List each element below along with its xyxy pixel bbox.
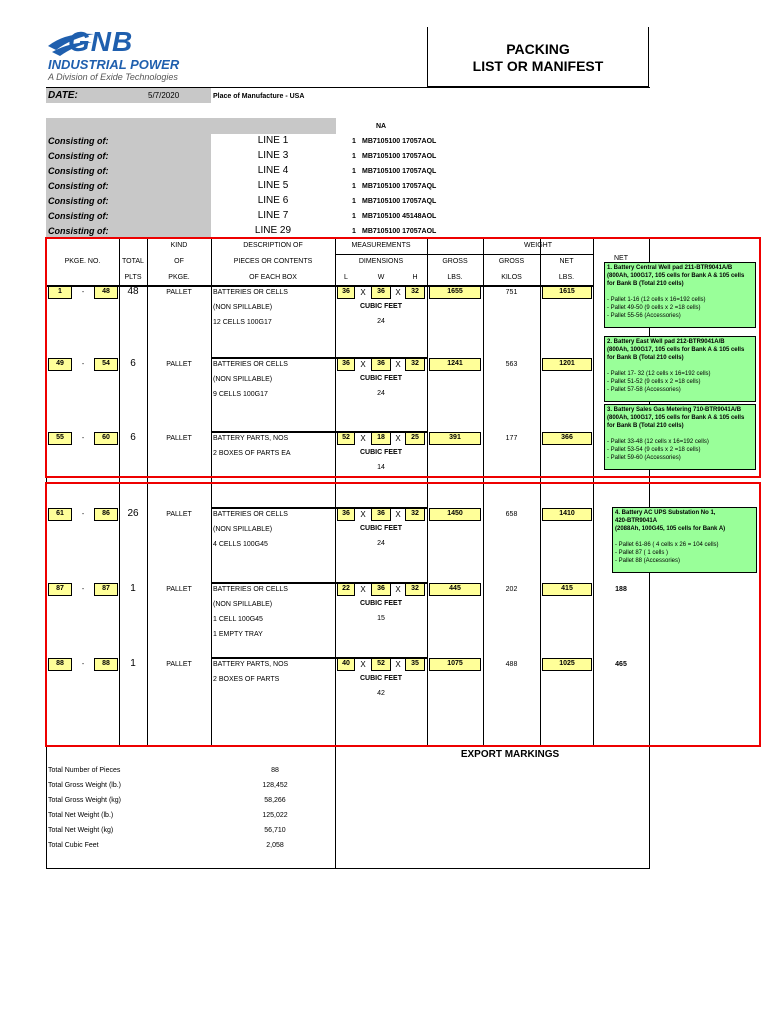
net-lbs: 1201: [542, 358, 592, 371]
dim-l: 36: [337, 286, 355, 299]
consisting-part: MB7105100 17057AQL: [362, 168, 437, 175]
note-header: 4. Battery AC UPS Substation No 1, 420-BTR9041A (2088Ah, 100G45, 105 cells for Bank A): [615, 510, 726, 532]
pkge-to: 48: [94, 286, 118, 299]
red-group-box-1: [45, 237, 761, 478]
dim-h: 32: [405, 286, 425, 299]
net-lbs: 1025: [542, 658, 592, 671]
pkge-from: 88: [48, 658, 72, 671]
dim-x: X: [360, 360, 366, 369]
consisting-qty: 1: [352, 168, 356, 175]
pkge-separator: -: [81, 289, 85, 296]
description-line: 2 BOXES OF PARTS: [213, 676, 280, 683]
dim-h: 32: [405, 508, 425, 521]
pkge-separator: -: [81, 586, 85, 593]
description-line: (NON SPILLABLE): [213, 304, 273, 311]
pkge-to: 60: [94, 432, 118, 445]
description-line: BATTERY PARTS, NOS: [213, 661, 289, 668]
kind-of-pkge: PALLET: [166, 586, 192, 593]
cubic-feet-label: CUBIC FEET: [360, 525, 402, 532]
hdr-l: L: [344, 274, 348, 281]
dim-l: 36: [337, 508, 355, 521]
dim-x: X: [395, 660, 401, 669]
hdr-dimensions: DIMENSIONS: [358, 258, 404, 265]
hdr-measurements: MEASUREMENTS: [351, 242, 411, 249]
consisting-label: Consisting of:: [48, 226, 109, 236]
consisting-part: MB7105100 17057AQL: [362, 198, 437, 205]
total-plts: 6: [130, 432, 136, 443]
dim-l: 40: [337, 658, 355, 671]
gross-lbs: 391: [429, 432, 481, 445]
hdr-kind-1: KIND: [170, 242, 188, 249]
consisting-line: LINE 3: [257, 150, 289, 161]
gnb-logo: [46, 26, 206, 84]
cubic-feet-label: CUBIC FEET: [360, 675, 402, 682]
net-lbs: 1410: [542, 508, 592, 521]
date-value: 5/7/2020: [148, 91, 180, 100]
note-header: 3. Battery Sales Gas Metering 710-BTR9041A/B (800Ah, 100G17, 105 cells for Bank A & 105 cells for Bank B (Total 210 cells): [607, 407, 745, 429]
description-line: BATTERIES OR CELLS: [213, 289, 288, 296]
dim-w: 18: [371, 432, 391, 445]
hdr-net-partial: NET: [614, 255, 628, 262]
place-of-manufacture: Place of Manufacture - USA: [213, 93, 305, 100]
red-group-box-2: [45, 482, 761, 747]
logo-subtitle: INDUSTRIAL POWER: [48, 57, 180, 72]
kind-of-pkge: PALLET: [166, 289, 192, 296]
gross-lbs: 1450: [429, 508, 481, 521]
pkge-from: 87: [48, 583, 72, 596]
export-markings: EXPORT MARKINGS: [460, 749, 560, 760]
gross-lbs: 1075: [429, 658, 481, 671]
cubic-feet-value: 24: [377, 390, 385, 397]
consisting-qty: 1: [352, 228, 356, 235]
cubic-feet-value: 14: [377, 464, 385, 471]
hdr-gross-2: GROSS: [498, 258, 525, 265]
description-line: BATTERIES OR CELLS: [213, 511, 288, 518]
net-extra: 188: [615, 586, 627, 593]
description-line: (NON SPILLABLE): [213, 376, 273, 383]
gross-kilos: 202: [505, 586, 518, 593]
pkge-separator: -: [81, 435, 85, 442]
total-plts: 26: [127, 508, 139, 519]
consisting-label: Consisting of:: [48, 151, 109, 161]
title-line1: PACKING: [506, 41, 570, 57]
totals-value: 58,266: [264, 797, 286, 804]
cubic-feet-value: 24: [377, 318, 385, 325]
gross-kilos: 751: [505, 289, 518, 296]
hdr-w: W: [377, 274, 385, 281]
note-body: - Pallet 17- 32 (12 cells x 16=192 cells) - Pallet 51-52 (9 cells x 2 =18 cells) - Pallet 57-58 (Accessories): [607, 371, 711, 393]
consisting-line: LINE 29: [254, 225, 292, 236]
dim-x: X: [360, 434, 366, 443]
consisting-line: LINE 4: [257, 165, 289, 176]
note-header: 1. Battery Central Well pad 211-BTR9041A/B (800Ah, 100G17, 105 cells for Bank A & 105 cells for Bank B (Total 210 cells): [607, 265, 745, 287]
pkge-from: 55: [48, 432, 72, 445]
hdr-weight: WEIGHT: [524, 242, 552, 249]
na-label: NA: [376, 123, 387, 130]
dim-w: 36: [371, 583, 391, 596]
dim-x: X: [395, 510, 401, 519]
pkge-from: 49: [48, 358, 72, 371]
consisting-qty: 1: [352, 198, 356, 205]
dim-l: 52: [337, 432, 355, 445]
description-line: (NON SPILLABLE): [213, 601, 273, 608]
dim-x: X: [395, 585, 401, 594]
consisting-qty: 1: [352, 213, 356, 220]
pkge-separator: -: [81, 361, 85, 368]
total-plts: 1: [130, 658, 136, 669]
hdr-kind-2: OF: [174, 258, 184, 265]
kind-of-pkge: PALLET: [166, 361, 192, 368]
hdr-pkge-no: PKGE. NO.: [64, 258, 101, 265]
cubic-feet-value: 24: [377, 540, 385, 547]
totals-label: Total Number of Pieces: [48, 767, 121, 774]
dim-x: X: [360, 288, 366, 297]
dim-h: 35: [405, 658, 425, 671]
pkge-from: 1: [48, 286, 72, 299]
cubic-feet-label: CUBIC FEET: [360, 303, 402, 310]
consisting-qty: 1: [352, 183, 356, 190]
description-line: BATTERIES OR CELLS: [213, 586, 288, 593]
hdr-plts: PLTS: [124, 274, 142, 281]
title-box: [427, 27, 649, 87]
dim-x: X: [360, 510, 366, 519]
description-line: 9 CELLS 100G17: [213, 391, 268, 398]
consisting-label: Consisting of:: [48, 181, 109, 191]
footer-bottom-rule: [46, 868, 650, 869]
dim-w: 36: [371, 286, 391, 299]
gross-lbs: 1655: [429, 286, 481, 299]
cubic-feet-value: 42: [377, 690, 385, 697]
dim-w: 52: [371, 658, 391, 671]
consisting-label: Consisting of:: [48, 166, 109, 176]
totals-label: Total Cubic Feet: [48, 842, 99, 849]
description-line: BATTERY PARTS, NOS: [213, 435, 289, 442]
pkge-separator: -: [81, 511, 85, 518]
net-extra: 465: [615, 661, 627, 668]
gross-lbs: 1241: [429, 358, 481, 371]
consisting-label: Consisting of:: [48, 211, 109, 221]
consisting-label: Consisting of:: [48, 136, 109, 146]
dim-l: 22: [337, 583, 355, 596]
note-body: - Pallet 33-48 (12 cells x 16=192 cells) - Pallet 53-54 (9 cells x 2 =18 cells) - Pallet 59-60 (Accessories): [607, 439, 709, 461]
title-line2: LIST OR MANIFEST: [472, 58, 604, 74]
dim-x: X: [360, 585, 366, 594]
totals-label: Total Gross Weight (lb.): [48, 782, 122, 789]
dim-x: X: [395, 288, 401, 297]
total-plts: 48: [127, 286, 139, 297]
dim-x: X: [395, 360, 401, 369]
dim-h: 32: [405, 583, 425, 596]
description-line: 1 CELL 100G45: [213, 616, 263, 623]
gross-kilos: 177: [505, 435, 518, 442]
gross-kilos: 658: [505, 511, 518, 518]
gross-lbs: 445: [429, 583, 481, 596]
total-plts: 6: [130, 358, 136, 369]
consisting-qty: 1: [352, 138, 356, 145]
totals-value: 2,058: [266, 842, 284, 849]
description-line: 1 EMPTY TRAY: [213, 631, 263, 638]
gross-kilos: 563: [505, 361, 518, 368]
net-lbs: 415: [542, 583, 592, 596]
hdr-kilos: KILOS: [501, 274, 522, 281]
description-line: 2 BOXES OF PARTS EA: [213, 450, 291, 457]
dim-h: 32: [405, 358, 425, 371]
description-line: 12 CELLS 100G17: [213, 319, 272, 326]
hdr-gross-lbs: LBS.: [447, 274, 463, 281]
gross-kilos: 488: [505, 661, 518, 668]
totals-value: 56,710: [264, 827, 286, 834]
cubic-feet-label: CUBIC FEET: [360, 449, 402, 456]
cubic-feet-label: CUBIC FEET: [360, 600, 402, 607]
hdr-gross: GROSS: [442, 258, 468, 265]
net-lbs: 1615: [542, 286, 592, 299]
hdr-kind-3: PKGE.: [168, 274, 190, 281]
logo-tagline: A Division of Exide Technologies: [48, 72, 178, 82]
consisting-gray-band: [46, 118, 336, 134]
pkge-separator: -: [81, 661, 85, 668]
dim-l: 36: [337, 358, 355, 371]
pkge-to: 88: [94, 658, 118, 671]
totals-value: 128,452: [262, 782, 288, 789]
consisting-line: LINE 7: [257, 210, 289, 221]
description-line: BATTERIES OR CELLS: [213, 361, 288, 368]
pkge-from: 61: [48, 508, 72, 521]
description-line: (NON SPILLABLE): [213, 526, 273, 533]
dim-w: 36: [371, 508, 391, 521]
hdr-net-lbs: LBS.: [558, 274, 575, 281]
net-lbs: 366: [542, 432, 592, 445]
date-label: DATE:: [48, 90, 78, 101]
dim-h: 25: [405, 432, 425, 445]
logo-text: GNB: [68, 26, 134, 57]
hdr-desc-2: PIECES OR CONTENTS: [233, 258, 313, 265]
consisting-part: MB7105100 17057AOL: [362, 153, 437, 160]
consisting-part: MB7105100 17057AQL: [362, 183, 437, 190]
col-line: [46, 745, 47, 868]
cubic-feet-value: 15: [377, 615, 385, 622]
dim-x: X: [395, 434, 401, 443]
pkge-to: 86: [94, 508, 118, 521]
hdr-desc-1: DESCRIPTION OF: [243, 242, 303, 249]
consisting-line: LINE 6: [257, 195, 289, 206]
totals-label: Total Gross Weight (kg): [48, 797, 122, 804]
totals-label: Total Net Weight (lb.): [48, 812, 114, 819]
kind-of-pkge: PALLET: [166, 511, 192, 518]
dim-w: 36: [371, 358, 391, 371]
consisting-qty: 1: [352, 153, 356, 160]
consisting-label: Consisting of:: [48, 196, 109, 206]
kind-of-pkge: PALLET: [166, 435, 192, 442]
consisting-line: LINE 5: [257, 180, 289, 191]
consisting-part: MB7105100 45148AOL: [362, 213, 437, 220]
hdr-total: TOTAL: [122, 258, 144, 265]
total-plts: 1: [130, 583, 136, 594]
totals-value: 125,022: [262, 812, 288, 819]
consisting-line: LINE 1: [257, 135, 289, 146]
note-header: 2. Battery East Well pad 212-BTR9041A/B (800Ah, 100G17, 105 cells for Bank A & 105 cells for Bank B (Total 210 cells): [607, 339, 745, 361]
dim-x: X: [360, 660, 366, 669]
consisting-part: MB7105100 17057AOL: [362, 228, 437, 235]
hdr-h: H: [412, 274, 418, 281]
hdr-net: NET: [559, 258, 574, 265]
consisting-part: MB7105100 17057AOL: [362, 138, 437, 145]
cubic-feet-label: CUBIC FEET: [360, 375, 402, 382]
hdr-desc-3: OF EACH BOX: [249, 274, 297, 281]
totals-label: Total Net Weight (kg): [48, 827, 114, 834]
note-body: - Pallet 1-16 (12 cells x 16=192 cells) - Pallet 49-50 (9 cells x 2 =18 cells) - Pallet 55-56 (Accessories): [607, 297, 706, 319]
kind-of-pkge: PALLET: [166, 661, 192, 668]
note-body: - Pallet 61-86 ( 4 cells x 26 = 104 cells) - Pallet 87 ( 1 cells ) - Pallet 88 (Accessories): [615, 542, 719, 564]
pkge-to: 54: [94, 358, 118, 371]
description-line: 4 CELLS 100G45: [213, 541, 268, 548]
pkge-to: 87: [94, 583, 118, 596]
totals-value: 88: [271, 767, 279, 774]
